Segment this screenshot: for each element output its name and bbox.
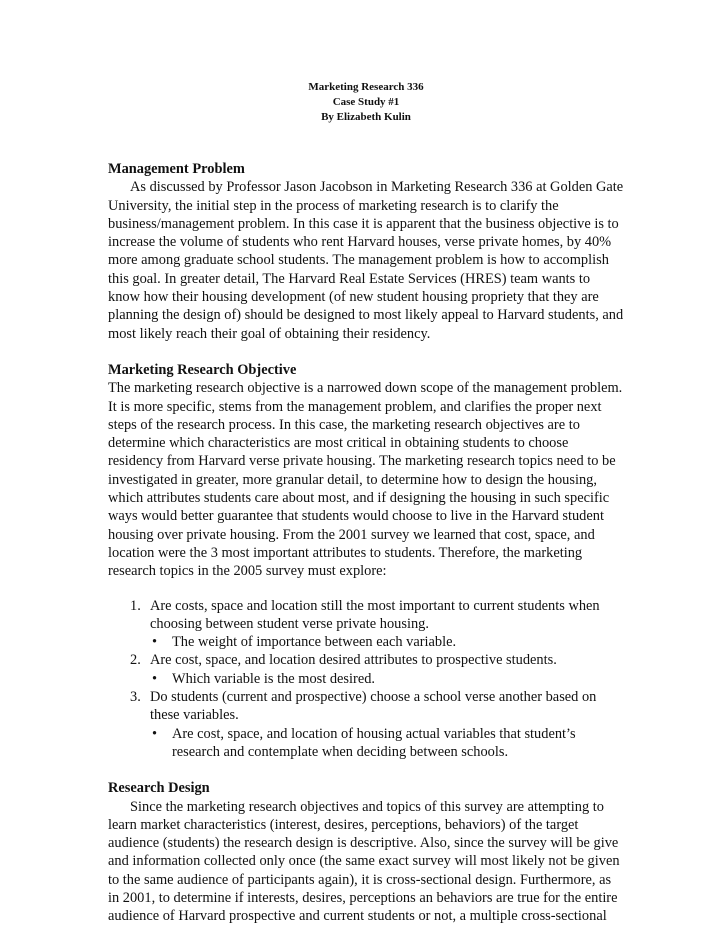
author-line: By Elizabeth Kulin — [321, 111, 411, 123]
list-item — [108, 651, 624, 688]
list-item-text: Are cost, space, and location desired attributes to prospective students. — [150, 652, 557, 669]
list-item-text: Do students (current and prospective) choose a school verse another based on these variables. — [150, 689, 597, 724]
bullet-icon: • — [152, 725, 158, 742]
list-number: 2. — [130, 652, 141, 669]
list-item — [108, 688, 624, 761]
case-study-title: Case Study #1 — [332, 96, 400, 108]
marketing-research-objective-body: The marketing research objective is a narrowed down scope of the management problem. It is more specific, stems from the management problem, and clarifies the proper next steps of the research process. In this case, the marketing research objectives are to determine which characteristics are most critical in obtaining students to choose residency from Harvard verse private housing. The marketing research topics need to be investigated in greater, more granular detail, to determine how to design the housing, which attributes students care about most, and if designing the housing in such specific ways would better guarantee that students would choose to live in the Harvard student housing over private housing. From the 2001 survey we learned that cost, space, and location were the 3 most important attributes to students. Therefore, the marketing research topics in the 2005 survey must explore: — [108, 380, 623, 580]
bullet-icon: • — [152, 634, 158, 651]
management-problem-section — [108, 160, 624, 343]
research-design-heading: Research Design — [108, 780, 210, 797]
research-topics-list — [108, 597, 624, 762]
management-problem-heading: Management Problem — [108, 161, 245, 177]
title-block — [108, 80, 624, 125]
bullet-icon: • — [152, 670, 158, 687]
marketing-research-objective-section — [108, 361, 624, 761]
sub-bullet-text: Which variable is the most desired. — [172, 670, 376, 687]
marketing-research-objective-heading: Marketing Research Objective — [108, 361, 297, 378]
sub-bullet-item — [150, 633, 624, 651]
sub-bullet-item — [150, 670, 624, 688]
list-number: 3. — [130, 689, 141, 706]
list-item-text: Are costs, space and location still the most important to current students when choosing between student verse private housing. — [150, 597, 600, 632]
list-item — [108, 597, 624, 652]
document-page — [108, 80, 624, 926]
management-problem-body: As discussed by Professor Jason Jacobson in Marketing Research 336 at Golden Gate University, the initial step in the process of marketing research is to clarify the business/management problem. In this case it is apparent that the business objective is to increase the volume of students who rent Harvard houses, verse private homes, by 40% more among graduate school students. The management problem is how to accomplish this goal. In greater detail, The Harvard Real Estate Services (HRES) team wants to know how their housing development (of new student housing propriety that they are planning the design of) should be designed to most likely appeal to Harvard students, and most likely reach their goal of obtaining their residency. — [108, 179, 624, 342]
sub-bullet-text: The weight of importance between each variable. — [172, 634, 457, 651]
research-design-body: Since the marketing research objectives and topics of this survey are attempting to learn market characteristics (interest, desires, perceptions, behaviors) of the target audience (students) the research design is descriptive. Also, since the survey will be give and information collected only once (the same exact survey will most likely not be given to the same audience of participants again), it is cross-sectional design. Furthermore, as in 2001, to determine if interests, desires, perceptions an behaviors are true for the entire audience of Harvard prospective and current students or not, a multiple cross-sectional — [108, 798, 620, 925]
course-title: Marketing Research 336 — [308, 81, 424, 93]
sub-bullet-text: Are cost, space, and location of housing actual variables that student’s research and contemplate when deciding between schools. — [172, 725, 576, 760]
research-design-section — [108, 779, 624, 925]
list-number: 1. — [130, 597, 141, 614]
sub-bullet-item — [150, 725, 624, 762]
